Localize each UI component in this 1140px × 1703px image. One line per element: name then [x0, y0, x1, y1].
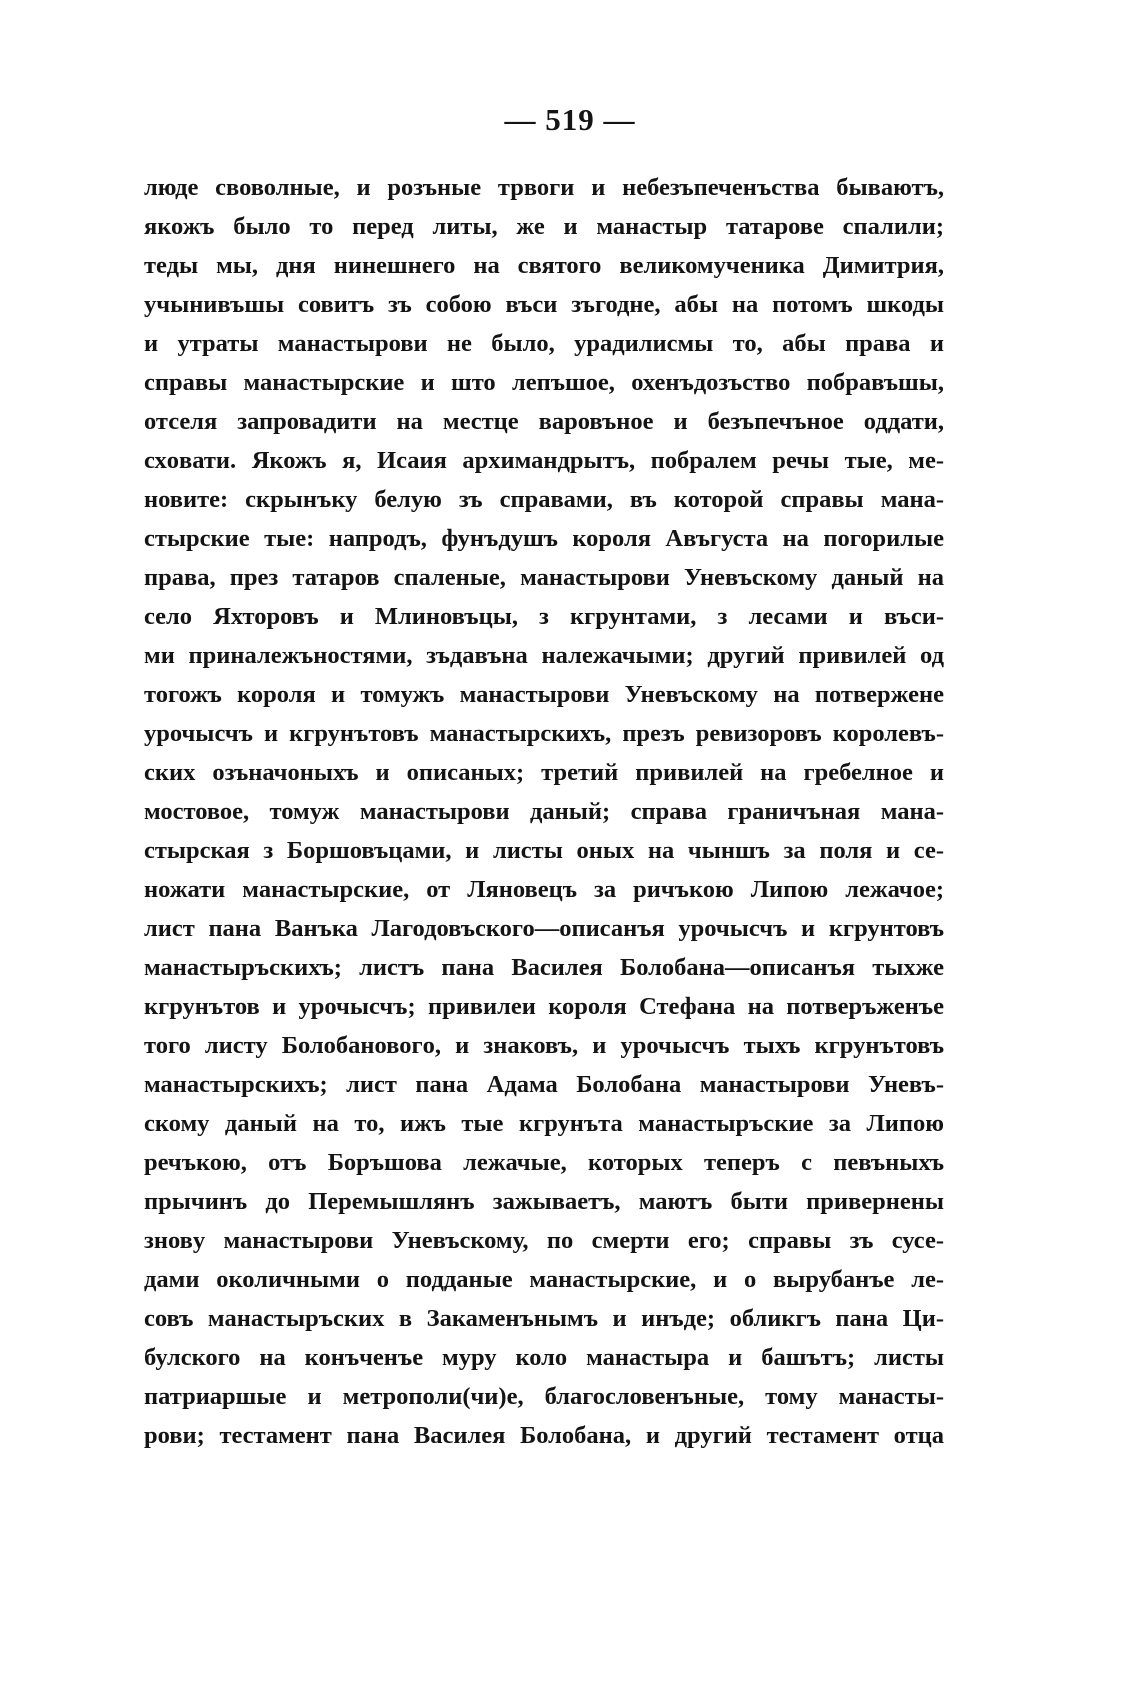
- text-line: права, през татаров спаленые, манастырови Уневъскому даный на: [144, 564, 944, 591]
- text-line: дами околичными о подданые манастырские, и о вырубанъе ле-: [144, 1266, 944, 1293]
- text-line: справы манастырские и што лепъшое, охенъдозъство побравъшы,: [144, 369, 944, 396]
- body-text: [144, 168, 944, 1455]
- text-line: ми приналежъностями, зъдавъна належачыми; другий привилей од: [144, 642, 944, 669]
- text-line: кгрунътов и урочысчъ; привилеи короля Стефана на потверъженъе: [144, 993, 944, 1020]
- text-line: учынивъшы совитъ зъ собою въси зъгодне, абы на потомъ шкоды: [144, 291, 944, 318]
- text-line: якожъ было то перед литы, же и манастыр татарове спалили;: [144, 213, 944, 240]
- text-line: стырская з Боршовъцами, и листы оных на чыншъ за поля и се-: [144, 837, 944, 864]
- text-line: отселя запровадити на местце варовъное и безъпечъное оддати,: [144, 408, 944, 435]
- text-line: совъ манастыръских в Закаменънымъ и инъде; обликгъ пана Ци-: [144, 1305, 944, 1332]
- text-line: патриаршые и метрополи(чи)е, благословенъные, тому манасты-: [144, 1383, 944, 1410]
- text-line: и утраты манастырови не было, урадилисмы то, абы права и: [144, 330, 944, 357]
- text-line: лист пана Ванъка Лагодовъского—описанъя урочысчъ и кгрунтовъ: [144, 915, 944, 942]
- text-line: булского на конъченъе муру коло манастыра и башътъ; листы: [144, 1344, 944, 1371]
- text-line: новите: скрынъку белую зъ справами, въ которой справы мана-: [144, 486, 944, 513]
- text-line: село Яхторовъ и Млиновъцы, з кгрунтами, з лесами и въси-: [144, 603, 944, 630]
- text-line: прычинъ до Перемышлянъ зажываетъ, маютъ быти привернены: [144, 1188, 944, 1215]
- text-line: скому даный на то, ижъ тые кгрунъта манастыръские за Липою: [144, 1110, 944, 1137]
- text-line: схoвати. Якожъ я, Исаия архимандрытъ, побралем речы тые, ме-: [144, 447, 944, 474]
- text-line: тогожъ короля и томужъ манастырови Уневъскому на потвержене: [144, 681, 944, 708]
- page-number: — 519 —: [504, 102, 636, 137]
- text-line: речъкою, отъ Боръшова лежачые, которых теперъ с певъныхъ: [144, 1149, 944, 1176]
- text-line: рови; тестамент пана Василея Болобана, и другий тестамент отца: [144, 1422, 944, 1449]
- text-line: стырские тые: напродъ, фунъдушъ короля Авъгуста на погорилые: [144, 525, 944, 552]
- text-line: зновy манастырови Уневъскому, по смерти его; справы зъ сусе-: [144, 1227, 944, 1254]
- text-line: люде своволные, и розъные трвоги и небезъпеченъства бываютъ,: [144, 174, 944, 201]
- text-line: урочысчъ и кгрунътовъ манастырскихъ, презъ ревизоровъ королевъ-: [144, 720, 944, 747]
- text-line: ских озъначоныхъ и описаных; третий привилей на гребелное и: [144, 759, 944, 786]
- text-line: ножати манастырские, от Ляновецъ за ричъкою Липою лежачое;: [144, 876, 944, 903]
- text-line: того листу Болобановогo, и знаковъ, и урочысчъ тыхъ кгрунътовъ: [144, 1032, 944, 1059]
- text-line: мостовое, томуж манастырови даный; справа граничъная мана-: [144, 798, 944, 825]
- text-line: манастырскихъ; лист пана Адама Болобана манастырови Уневъ-: [144, 1071, 944, 1098]
- text-line: теды мы, дня нинешнего на святого великомученика Димитрия,: [144, 252, 944, 279]
- text-line: манастыръскихъ; листъ пана Василея Болобана—описанъя тыхже: [144, 954, 944, 981]
